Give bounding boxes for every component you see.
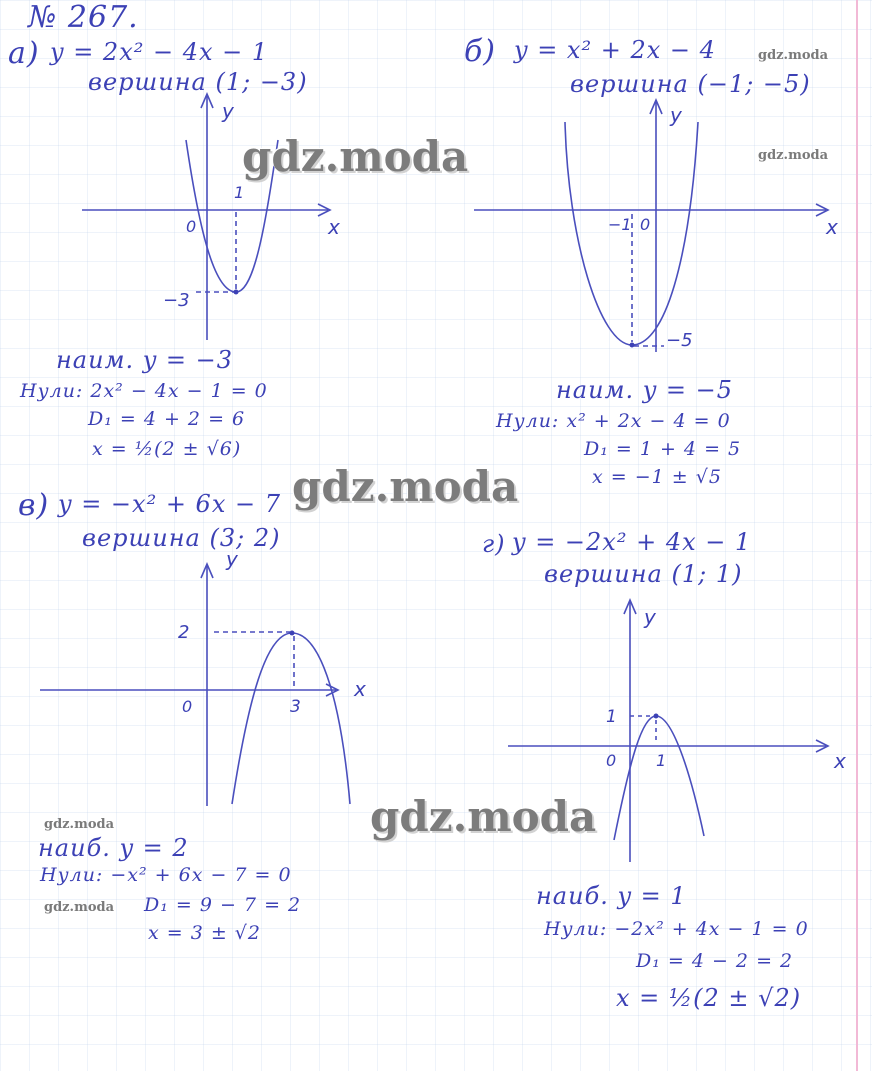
part-b-vertex: вершина (−1; −5) (570, 70, 811, 98)
part-c-label: в) (18, 488, 50, 523)
part-d-zeros: Нули: −2x² + 4x − 1 = 0 (544, 918, 809, 940)
part-c-vertex: вершина (3; 2) (82, 524, 281, 552)
watermark-small-top-right: gdz.moda (758, 48, 829, 63)
part-b-extreme: наим. y = −5 (556, 376, 734, 404)
part-d-roots: x = ½(2 ± √2) (616, 984, 802, 1012)
watermark-small-right: gdz.moda (758, 148, 829, 163)
part-a-vertex: вершина (1; −3) (88, 68, 308, 96)
part-c-roots: x = 3 ± √2 (148, 922, 261, 944)
part-d-vertex: вершина (1; 1) (544, 560, 743, 588)
part-a-discriminant: D₁ = 4 + 2 = 6 (88, 408, 246, 430)
part-a-roots: x = ½(2 ± √6) (92, 438, 242, 460)
part-d-label: г) (482, 530, 506, 558)
graph-d-origin-label: 0 (606, 751, 617, 770)
problem-number: № 267. (28, 0, 139, 35)
graph-a-x-label: x (328, 215, 340, 239)
graph-a-origin-label: 0 (186, 217, 197, 236)
graph-c-x-label: x (354, 677, 366, 701)
graph-d-tick-x: 1 (656, 751, 667, 770)
part-b-discriminant: D₁ = 1 + 4 = 5 (584, 438, 742, 460)
watermark-large-bottom: gdz.moda (370, 792, 597, 841)
graph-c-tick-y: 2 (178, 622, 190, 643)
graph-b-tick-x: −1 (608, 215, 632, 234)
part-b-label: б) (464, 34, 497, 69)
graph-b-origin-label: 0 (640, 215, 651, 234)
graph-a-tick-x: 1 (234, 183, 245, 202)
graph-d-parabola (614, 716, 704, 840)
part-c-equation: y = −x² + 6x − 7 (58, 490, 281, 518)
watermark-large-middle: gdz.moda (292, 462, 519, 511)
part-a-equation: y = 2x² − 4x − 1 (50, 38, 269, 66)
part-b-roots: x = −1 ± √5 (592, 466, 722, 488)
graph-b-tick-y: −5 (666, 330, 693, 351)
part-b-zeros: Нули: x² + 2x − 4 = 0 (496, 410, 731, 432)
graph-c-tick-x: 3 (290, 697, 301, 717)
graph-a-y-label: y (222, 99, 234, 123)
graph-a-tick-y: −3 (163, 290, 190, 311)
part-c-extreme: наиб. y = 2 (38, 834, 189, 862)
part-d-discriminant: D₁ = 4 − 2 = 2 (636, 950, 794, 972)
graph-c-origin-label: 0 (182, 697, 193, 716)
graph-c-y-label: y (226, 547, 238, 571)
graph-b-x-label: x (826, 215, 838, 239)
graph-d-y-label: y (644, 605, 656, 629)
graph-b-y-label: y (670, 103, 682, 127)
part-b-equation: y = x² + 2x − 4 (514, 36, 716, 64)
part-c-zeros: Нули: −x² + 6x − 7 = 0 (40, 864, 292, 886)
graph-d-x-label: x (834, 749, 846, 773)
part-d-extreme: наиб. y = 1 (536, 882, 687, 910)
part-a-label: а) (8, 36, 40, 71)
graph-d-tick-y: 1 (606, 707, 617, 727)
part-c-discriminant: D₁ = 9 − 7 = 2 (144, 894, 302, 916)
part-a-zeros: Нули: 2x² − 4x − 1 = 0 (20, 380, 268, 402)
part-d-equation: y = −2x² + 4x − 1 (512, 528, 752, 556)
watermark-small-left-1: gdz.moda (44, 817, 115, 832)
watermark-small-left-2: gdz.moda (44, 900, 115, 915)
watermark-large-top: gdz.moda (242, 132, 469, 181)
graph-d-vertex-point (654, 714, 659, 719)
part-a-extreme: наим. y = −3 (56, 346, 234, 374)
